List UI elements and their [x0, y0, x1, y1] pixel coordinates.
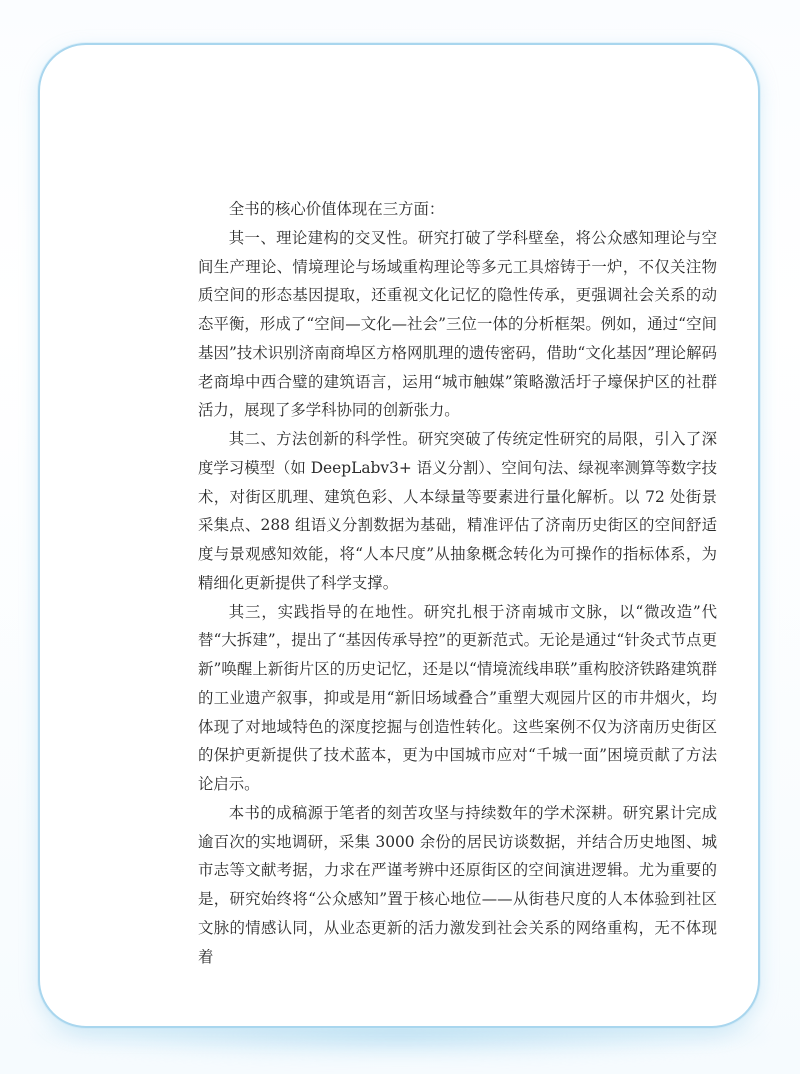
paragraph-research: 本书的成稿源于笔者的刻苦攻坚与持续数年的学术深耕。研究累计完成逾百次的实地调研，采集 3000 余份的居民访谈数据，并结合历史地图、城市志等文献考据，力求在严谨考辨中还原街区的空间演进逻辑。尤为重要的是，研究始终将“公众感知”置于核心地位——从街巷尺度的人本体验到社区文脉的情感认同，从业态更新的活力激发到社会关系的网络重构，无不体现着: [198, 803, 717, 966]
paragraph-method: 其二、方法创新的科学性。研究突破了传统定性研究的局限，引入了深度学习模型（如 DeepLabv3+ 语义分割）、空间句法、绿视率测算等数字技术，对街区肌理、建筑色彩、人本绿量等要素进行量化解析。以 72 处街景采集点、288 组语义分割数据为基础，精准评估了济南历史街区的空间舒适度与景观感知效能，将“人本尺度”从抽象概念转化为可操作的指标体系，为精细化更新提供了科学支撑。: [198, 430, 717, 592]
paragraph-intro: 全书的核心价值体现在三方面：: [228, 200, 445, 218]
paragraph-theory: 其一、理论建构的交叉性。研究打破了学科壁垒，将公众感知理论与空间生产理论、情境理论与场域重构理论等多元工具熔铸于一炉，不仅关注物质空间的形态基因提取，还重视文化记忆的隐性传承，更强调社会关系的动态平衡，形成了“空间—文化—社会”三位一体的分析框架。例如，通过“空间基因”技术识别济南商埠区方格网肌理的遗传密码，借助“文化基因”理论解码老商埠中西合璧的建筑语言，运用“城市触媒”策略激活圩子壕保护区的社群活力，展现了多学科协同的创新张力。: [198, 228, 717, 420]
document-body: [198, 195, 717, 971]
paragraph-practice: 其三，实践指导的在地性。研究扎根于济南城市文脉，以“微改造”代替“大拆建”，提出了“基因传承导控”的更新范式。无论是通过“针灸式节点更新”唤醒上新街片区的历史记忆，还是以“情境流线串联”重构胶济铁路建筑群的工业遗产叙事，抑或是用“新旧场域叠合”重塑大观园片区的市井烟火，均体现了对地域特色的深度挖掘与创造性转化。这些案例不仅为济南历史街区的保护更新提供了技术蓝本，更为中国城市应对“千城一面”困境贡献了方法论启示。: [198, 602, 717, 793]
